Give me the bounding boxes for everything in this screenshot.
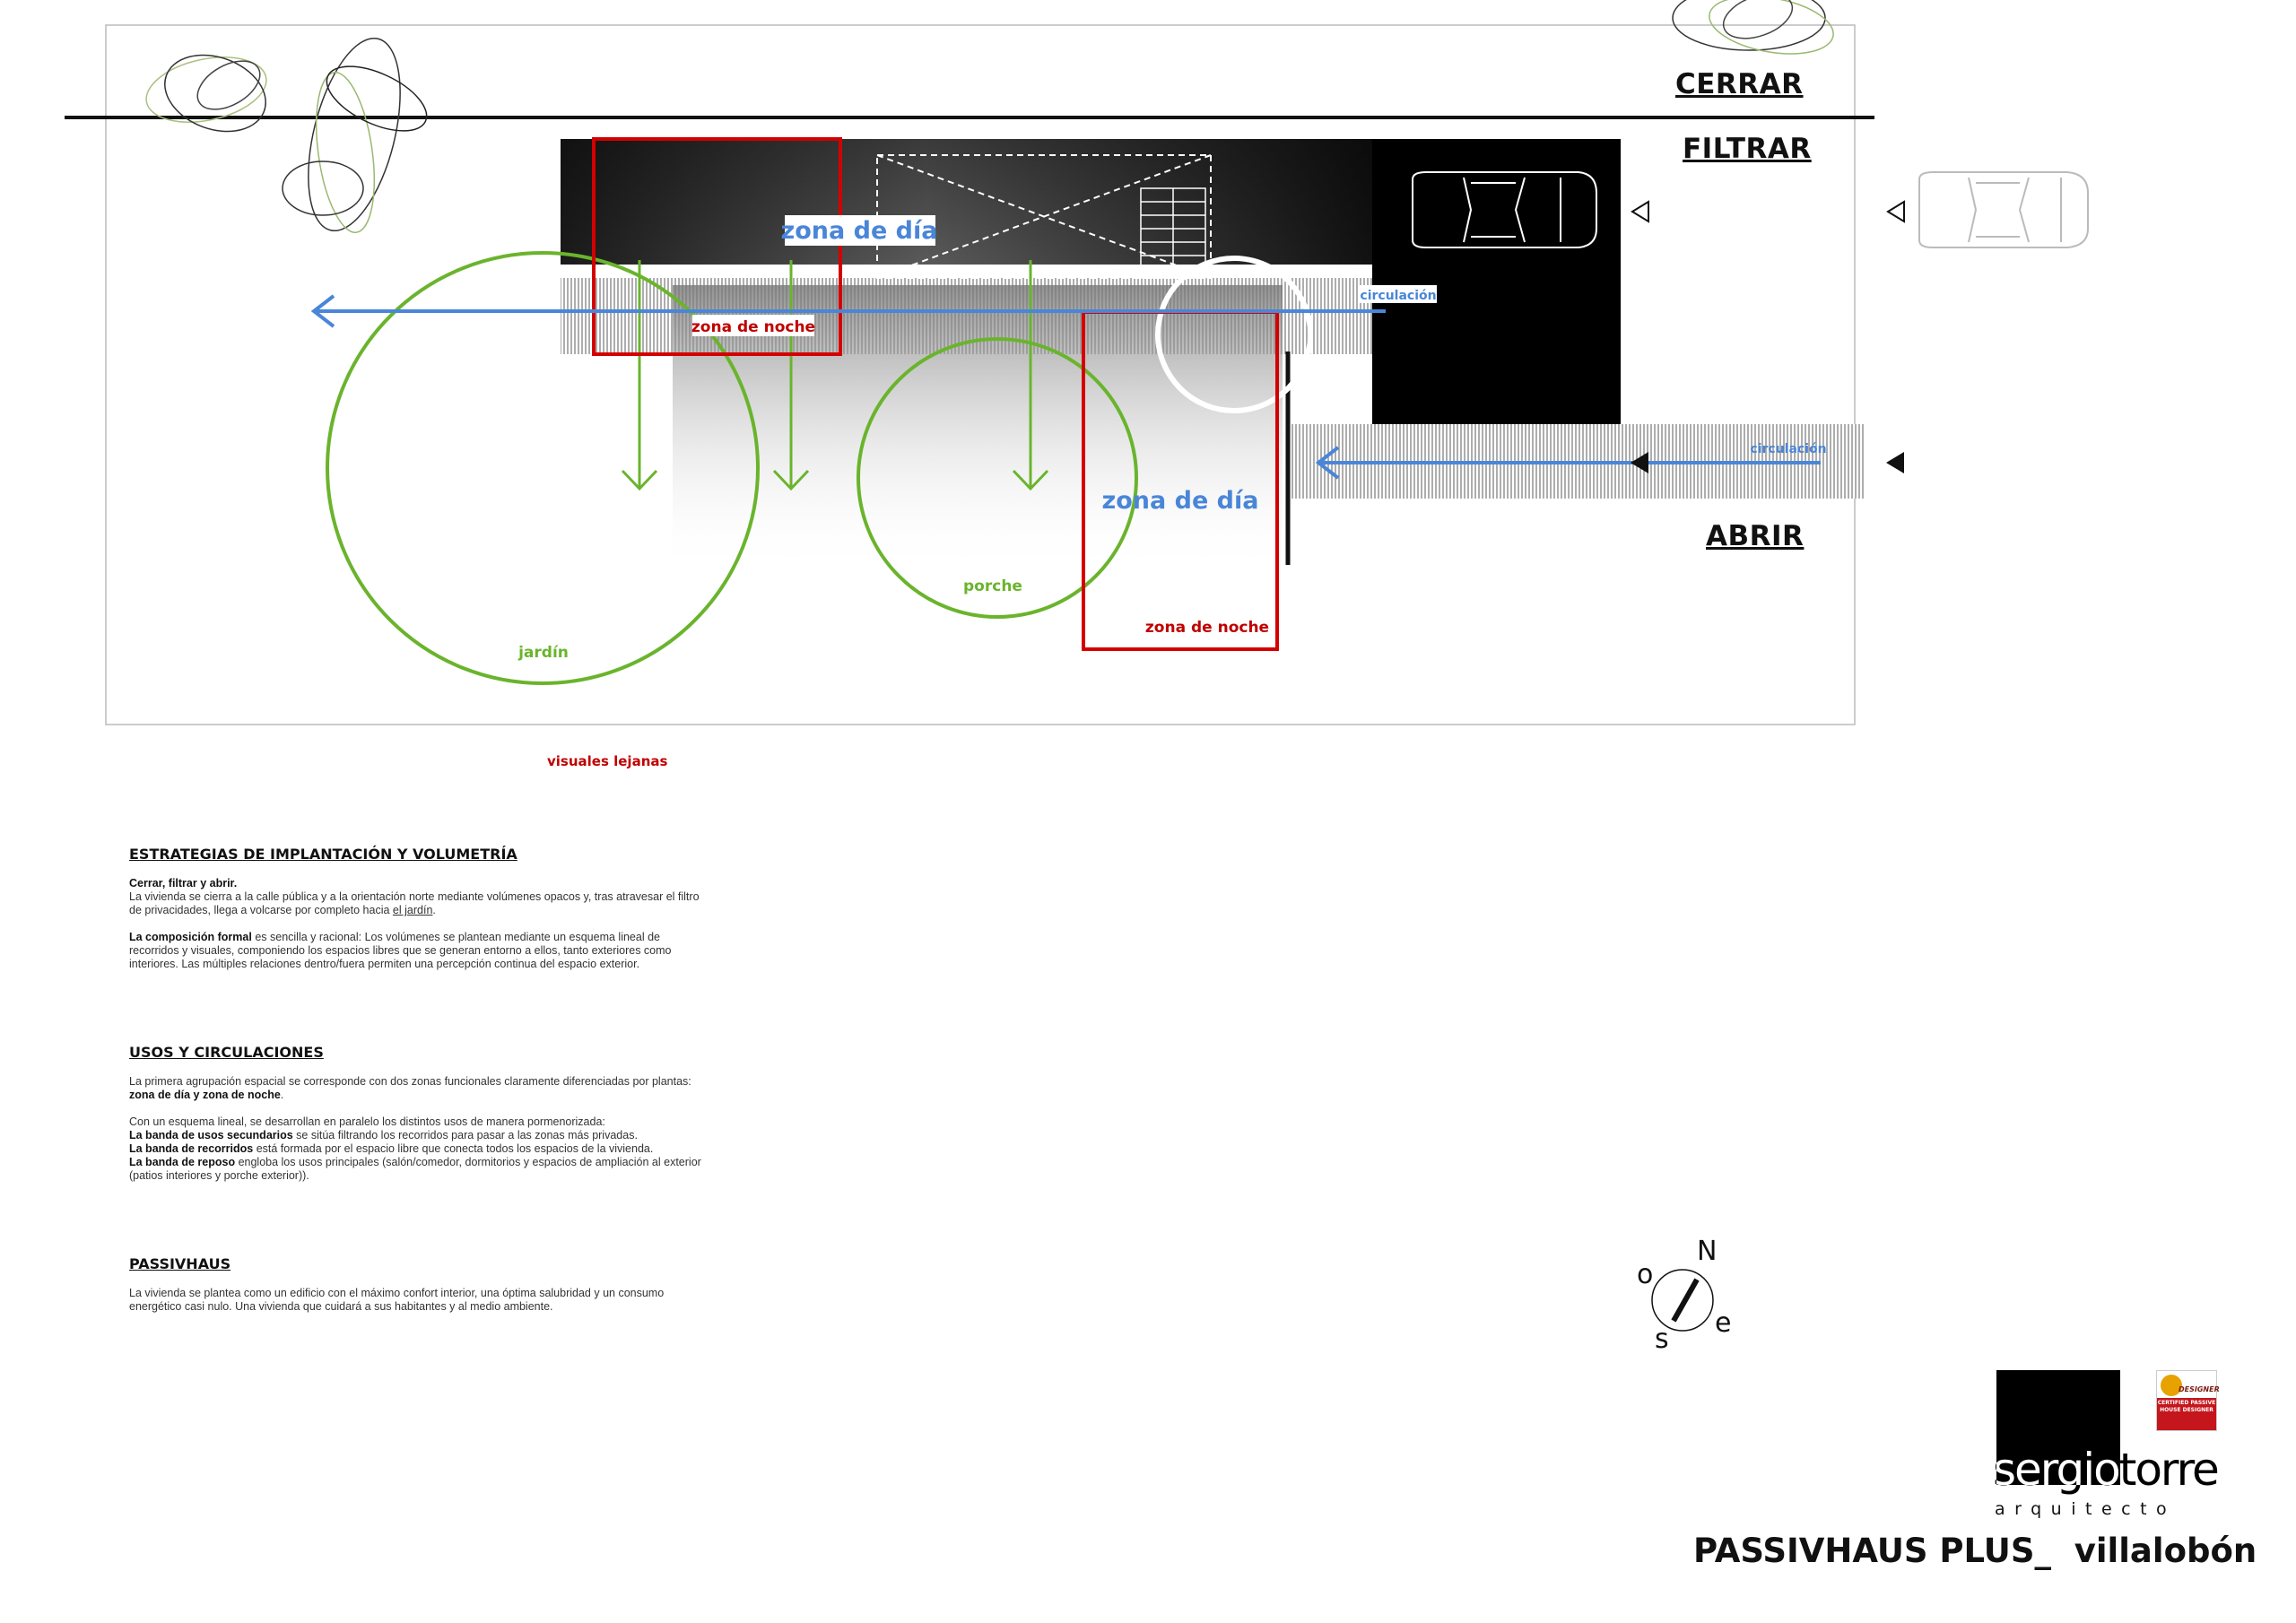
label-filtrar: FILTRAR [1683, 133, 1812, 165]
section-estrategias-p1 [129, 877, 703, 917]
estrategias-p1-end: . [432, 904, 436, 916]
triangle-outline-2 [1888, 202, 1904, 221]
usos-b1-bold: La banda de usos secundarios [129, 1129, 293, 1141]
estrategias-p2-bold: La composición formal [129, 931, 252, 943]
label-zona-noche-top: zona de noche [691, 318, 816, 336]
compass-needle [1674, 1280, 1697, 1321]
usos-p1-bold: zona de día y zona de noche [129, 1089, 281, 1101]
label-visuales-lejanas: visuales lejanas [547, 753, 668, 769]
section-passivhaus-title: PASSIVHAUS [129, 1255, 231, 1272]
estrategias-p1-text: La vivienda se cierra a la calle pública y a la orientación norte mediante volúmenes opacos y, tras atravesar el filtro de privacidades, llega a volcarse por completo hacia [129, 890, 700, 916]
logo-sub: arquitecto [1995, 1499, 2177, 1519]
label-jardin: jardín [518, 644, 569, 662]
usos-b1-text: se sitúa filtrando los recorridos para pasar a las zonas más privadas. [292, 1129, 638, 1141]
compass-e: e [1715, 1307, 1732, 1339]
label-circulacion-top: circulación [1360, 289, 1437, 303]
section-passivhaus-p1: La vivienda se plantea como un edificio con el máximo confort interior, una óptima salubridad y un consumo energético casi nulo. Una vivienda que cuidará a sus habitantes y al medio ambiente. [129, 1287, 665, 1313]
section-usos-p1 [129, 1075, 703, 1102]
car-outside [1919, 172, 2088, 247]
section-usos-p2 [129, 1115, 703, 1183]
passive-house-designer-badge [2156, 1370, 2220, 1431]
project-title: PASSIVHAUS PLUS_ villalobón [1693, 1532, 2257, 1570]
section-estrategias-title: ESTRATEGIAS DE IMPLANTACIÓN Y VOLUMETRÍA [129, 846, 517, 863]
section-passivhaus [129, 1257, 703, 1327]
label-zona-dia-top: zona de día [780, 217, 938, 245]
label-abrir: ABRIR [1706, 520, 1805, 552]
label-zona-noche-bottom: zona de noche [1144, 619, 1270, 637]
logo-name: sergiotorre [1993, 1444, 2218, 1496]
section-estrategias [129, 847, 703, 985]
usos-p2-text: Con un esquema lineal, se desarrollan en paralelo los distintos usos de manera pormenorizada: [129, 1115, 605, 1128]
triangle-outline-1 [1632, 202, 1648, 221]
compass-s: s [1655, 1324, 1669, 1355]
usos-b3-text: engloba los usos principales (salón/comedor, dormitorios y espacios de ampliación al exterior (patios interiores y porche exterior)). [129, 1156, 701, 1182]
garage-volume [1372, 139, 1621, 424]
section-usos [129, 1046, 703, 1196]
usos-b3-bold: La banda de reposo [129, 1156, 236, 1168]
usos-b2-text: está formada por el espacio libre que conecta todos los espacios de la vivienda. [253, 1142, 654, 1155]
badge-text: CERTIFIED PASSIVE HOUSE DESIGNER [2157, 1398, 2216, 1430]
label-zona-dia-bottom: zona de día [1101, 487, 1259, 515]
usos-b2-bold: La banda de recorridos [129, 1142, 254, 1155]
triangle-filled-2 [1886, 452, 1904, 473]
estrategias-p2-text: es sencilla y racional: Los volúmenes se plantean mediante un esquema lineal de recorridos y visuales, componiendo los espacios libres que se generan entorno a ellos, tanto exteriores como interiores. Las múltiples relaciones dentro/fuera permiten una percepción continua del espacio exterior. [129, 931, 672, 970]
estrategias-p1-bold: Cerrar, filtrar y abrir. [129, 877, 238, 890]
badge-top-label: DESIGNER [2179, 1385, 2220, 1393]
label-circulacion-bottom: circulación [1750, 442, 1827, 456]
usos-p1-end: . [280, 1089, 284, 1101]
usos-p1-text: La primera agrupación espacial se corresponde con dos zonas funcionales claramente diferenciadas por plantas: [129, 1075, 691, 1088]
section-estrategias-p2 [129, 931, 703, 971]
section-usos-title: USOS Y CIRCULACIONES [129, 1044, 324, 1061]
estrategias-p1-link: el jardín [392, 904, 433, 916]
trees-left [140, 29, 436, 239]
compass-o: o [1637, 1259, 1654, 1290]
compass-n: N [1697, 1236, 1718, 1267]
label-porche: porche [963, 577, 1022, 595]
label-cerrar: CERRAR [1675, 68, 1804, 100]
trees-top-right [1673, 0, 1838, 63]
